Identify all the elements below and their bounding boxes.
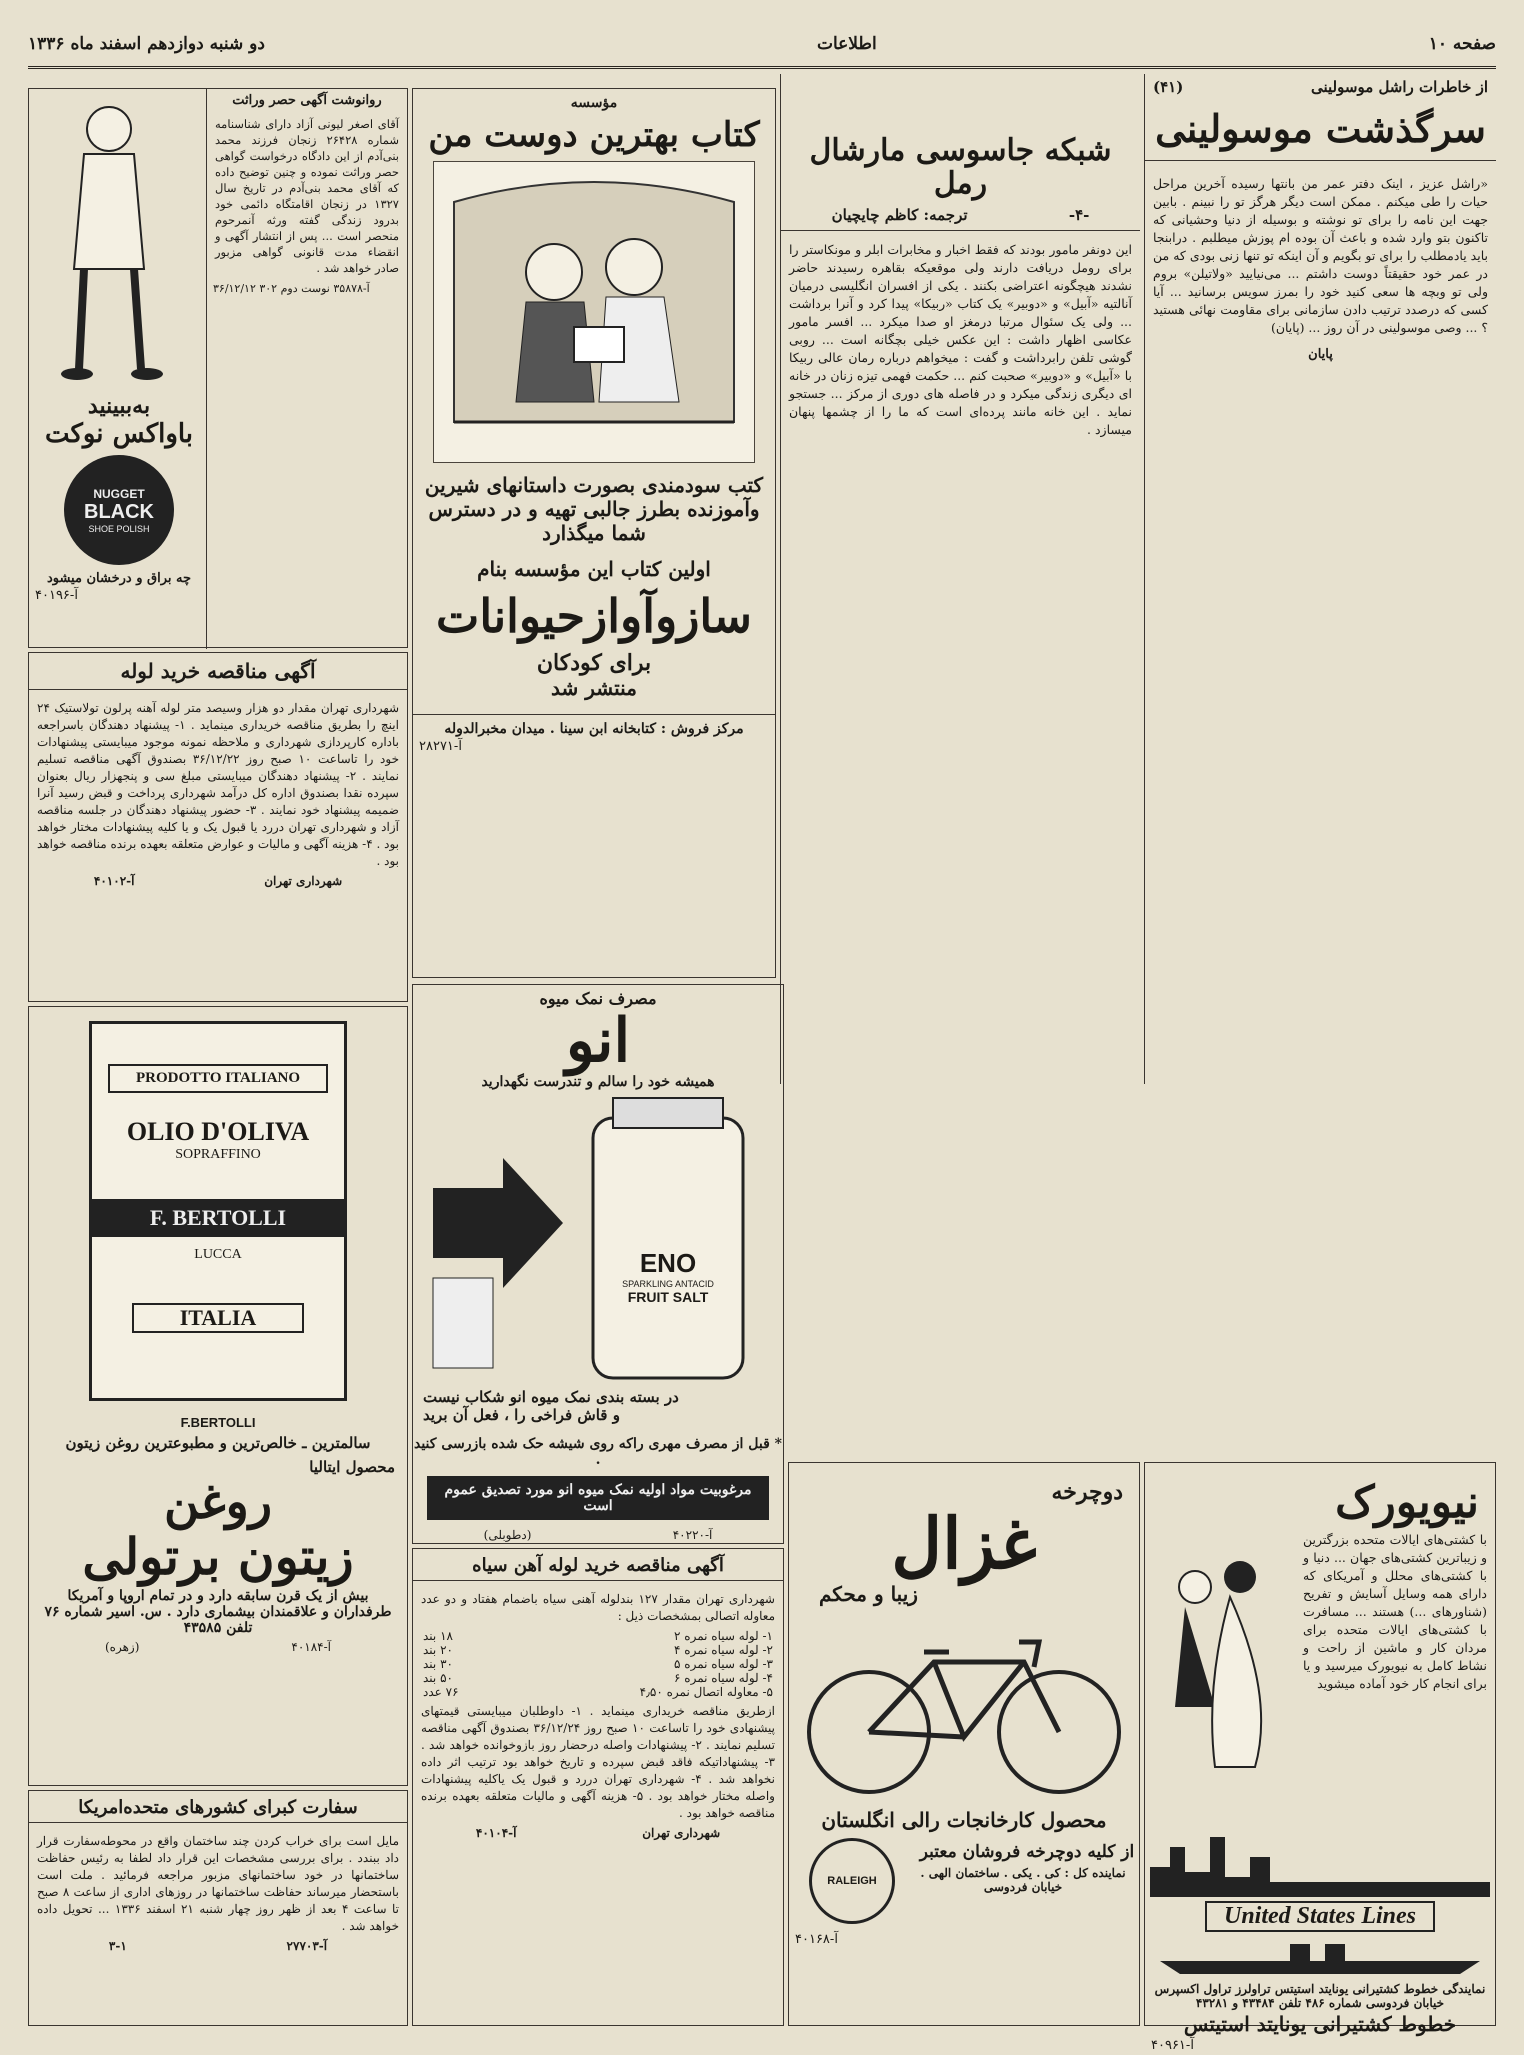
eno-brand: انو (565, 1006, 631, 1076)
nugget-code: آ-۴۰۱۹۶ (35, 588, 78, 603)
embassy-notice (28, 1790, 408, 2026)
blackpipe-item: ۳- لوله سیاه نمره ۵ (674, 1657, 773, 1671)
blackpipe-code: آ-۴۰۱۰۴ (475, 1826, 517, 1840)
book-published: منتشر شد (551, 675, 637, 700)
blackpipe-qty: ۲۰ بند (423, 1643, 453, 1657)
mussolini-article (1144, 74, 1496, 1084)
ghazal-brand: غزال (891, 1502, 1037, 1585)
probate-dates: ۳۶/۱۲/۱۲ ۳۰۲ آ-۳۵۸۷۸ نوست دوم (213, 282, 370, 295)
eno-slogan: همیشه خود را سالم و تندرست نگهدارید (481, 1074, 715, 1090)
blackpipe-sign: شهرداری تهران (642, 1826, 721, 1840)
paper-name: اطلاعات (816, 34, 877, 54)
bertolli-caption: F.BERTOLLI (180, 1415, 256, 1430)
blackpipe-item: ۵- معاوله اتصال نمره ۴٫۵۰ (639, 1685, 773, 1699)
eno-top: مصرف نمک میوه (539, 989, 657, 1008)
eno-tag1: در بسته بندی نمک میوه انو شکاب نیست (423, 1388, 679, 1406)
children-reading-drawing (434, 162, 754, 462)
eno-note: * قبل از مصرف مهری راکه روی شیشه حک شده بازرسی کنید . (413, 1436, 782, 1468)
eno-label-brand: ENO (639, 1248, 697, 1278)
bookstore-line2: وآموزنده بطرز جالبی تهیه و در دسترس (428, 497, 760, 521)
embassy-body: مایل است برای خراب کردن چند ساختمان واقع در محوطه‌سفارت قرار داد ببندد . برای بررسی مشخصات این قرار داد لطفا به رئیس حفاظت ساختمانها در خود ساختمانهای مزبور مراجعه فرمائید . ملت است باستحضار میرساند حفاظت ساختمانها در روزهای اداری از ساعت ۸ صبح تا ساعت ۴ بعد از ظهر روز چهار شنبه ۲۱ اسفند ۱۳۳۶ ... تحویل داده خواهد شد . (37, 1834, 400, 1933)
bertolli-sub: سالمترین ـ خالص‌ترین و مطبوعترین روغن زیتون (65, 1434, 371, 1452)
eno-tag2: و قاش فراخی را ، فعل آن برید (423, 1406, 620, 1424)
raleigh-badge: RALEIGH (809, 1838, 895, 1924)
ghazal-shops: از کلیه دوچرخه فروشان معتبر (919, 1842, 1135, 1862)
man-figure-drawing (29, 89, 209, 389)
bertolli-info: بیش از یک قرن سابقه دارد و در تمام اروپا و آمریکا طرفداران و علاقمندان بیشماری دارد . س. اسیر شماره ۷۶ تلفن ۴۳۵۸۵ (44, 1587, 392, 1636)
usl-logo: United States Lines (1205, 1901, 1435, 1932)
blackpipe-qty: ۱۸ بند (423, 1629, 453, 1643)
blackpipe-body: ازطریق مناقصه خریداری مینماید . ۱- داوطلبان میبایستی قیمتهای پیشنهادی خود را تاساعت ۱۰ صبح روز ۳۶/۱۲/۲۴ بصندوق آگهی مناقصه تسلیم نمایند . ۲- پیشنهادات واصله درحضار روز بازوخوانده خواهد شد . ۳- پیشنهاداتیکه فاقد قبض سپرده و تاریخ خواهد بود ترتیب اثر داده نخواهد شد . ۴- شهرداری تهران دررد و قبول یک یاکلیه پیشنهادات واصله مختار خواهد بود . ۵- هزینه آگهی و مالیات متعلقه بعهده برنده مناقصه خواهد بود . (421, 1704, 776, 1820)
pipe-tender-sign: شهرداری تهران (264, 874, 343, 888)
spy-translator: ترجمه: کاظم چایچیان (831, 206, 968, 224)
pipe-tender-title: آگهی مناقصه خرید لوله (29, 659, 407, 690)
usl-tagline: خطوط کشتیرانی یونایتد استیتس (1183, 2012, 1457, 2037)
blackpipe-item: ۲- لوله سیاه نمره ۴ (674, 1643, 773, 1657)
eno-band: مرغوبیت مواد اولیه نمک میوه انو مورد تصدیق عموم است (427, 1476, 769, 1520)
spy-part: -۴- (1068, 206, 1090, 224)
pipe-tender-code: آ-۴۰۱۰۲ (93, 874, 135, 888)
book-audience: برای کودکان (536, 649, 652, 676)
ship-drawing (1150, 1936, 1490, 1976)
eno-arrow-and-bottle (423, 1098, 783, 1388)
blackpipe-intro: شهرداری تهران مقدار ۱۲۷ بندلوله آهنی سیاه باضمام هفتاد و دو عدد معاوله اتصالی بمشخصات ذیل : (421, 1592, 775, 1623)
usl-agent: نمایندگی خطوط کشتیرانی یونایتد استیتس تراولرز تراول اکسپرس خیابان فردوسی شماره ۴۸۶ تلفن ۴۳۴۸۴ و ۴۳۲۸۱ (1154, 1982, 1486, 2011)
eno-label-sub: SPARKLING ANTACID (622, 1279, 714, 1289)
probate-notice (206, 89, 407, 649)
blackpipe-row (413, 1671, 783, 1685)
spy-title: شبکه جاسوسی مارشال رمل (809, 133, 1112, 201)
ghazal-ad (788, 1462, 1140, 2026)
blackpipe-row (413, 1685, 783, 1699)
bertolli-brand1: روغن (164, 1474, 272, 1530)
usl-text: با کشتی‌های ایالات متحده‌ بزرگترین و زیباترین کشتی‌های جهان ... دنیا و با کشتی‌های محلل و آمریکای که دارای همه‌ وسایل آسایش و تفریح (شناورهای ...) هستند ... مسافرت با کشتی‌های ایالات متحده برای مردان کار و ماشین‌ از راحت و نشاط کامل به نیویورک میرسید و یا برای انجام کار خود آماده میشوید (1303, 1532, 1487, 1692)
olive-oil-tin (89, 1021, 347, 1401)
article-kicker: از خاطرات راشل موسولینی (1311, 78, 1488, 96)
pipe-tender-body: شهرداری تهران مقدار دو هزار وسیصد متر لوله آهنه پرلون تولاستیک ۲۴ اینچ را بطریق مناقصه خریداری مینماید . ۱- پیشنهاد دهندگان باسراجعه باداره کارپردازی شهرداری و ملاحظه نمونه موجود میبایستی پیشنهادات خود را تاساعت ۱۰ صبح روز ۳۶/۱۲/۲۲ بصندوق آگهی مناقصه تسلیم نمایند . ۲- پیشنهاد دهندگان میبایستی مبلغ سی و پنجهزار ریال بعنوان سپرده نقدا بصندوق اداره کل درآمد شهرداری پرداخت و قبض رسید آنرا ضمیمه پیشنهاد خود نمایند . ۳- حضور پیشنهاد دهندگان در جلسه مناقصه آزاد و شهرداری تهران دررد یا قبول یک و یا کلیه پیشنهادات مختار خواهد بود . ۴- هزینه آگهی و مالیات و عوارض متعلقه بعهده برنده مناقصه خواهد بود . (37, 701, 400, 868)
bookstore-line3: شما میگذارد (542, 521, 646, 545)
usl-code: آ-۴۰۹۶۱ (1151, 2038, 1194, 2054)
eno-label-salt: FRUIT SALT (627, 1289, 709, 1305)
blackpipe-qty: ۵۰ بند (423, 1671, 453, 1685)
spy-article (780, 74, 1140, 1084)
blackpipe-item: ۱- لوله سیاه نمره ۲ (674, 1629, 773, 1643)
ghazal-dist: نماینده کل : کی . یکی . ساختمان الهی . خیابان فردوسی (920, 1866, 1126, 1894)
issue-date: دو شنبه دوازدهم اسفند ماه ۱۳۳۶ (28, 34, 265, 54)
article-end: پایان (1308, 346, 1333, 362)
embassy-code2: ۳-۱ (108, 1939, 127, 1953)
skyline-drawing (1150, 1827, 1490, 1897)
bertolli-code: آ-۴۰۱۸۴ (291, 1639, 332, 1654)
ghazal-sub2: زیبا و محکم (819, 1582, 918, 1606)
ghazal-code: آ-۴۰۱۶۸ (795, 1932, 838, 1947)
embassy-title: سفارت کبرای کشورهای متحده‌امریکا (29, 1797, 407, 1823)
masthead (28, 22, 1496, 69)
tin-lucca: LUCCA (194, 1247, 242, 1262)
article-title: سرگذشت موسولینی (1145, 108, 1496, 161)
article-number: (۴۱) (1153, 78, 1184, 96)
newspaper-page (28, 22, 1496, 2054)
tin-color: BLACK (84, 500, 154, 523)
article-body: «راشل عزیز ، اینک دفتر عمر من بانتها رسیده آخرین مراحل حیات را طی میکنم . ممکن است دیگر هرگز تو را نبینم . بابین جهت این نامه را برای تو نوشته و بوسیله از دنیا وحشیانی که تاکنون بتو وارد شده و باعث آن بوده ام پوزش میطلبم . درابنجا باید یادمطلب را برای تو بگویم و آن اینکه تو تنها زنی بودی که من در عمر خود حقیقتاً دوست داشتم ... می‌نیایید «ولاتیلن» بروم ولی تو وبچه ها سعی کنید خود را بمرز سویس برسانید ... آیا کسی که درصدد ترتیب دادن سازمانی برای مقاومت نهائی هستید ؟ ... وصی موسولینی در آن روز ... (پایان) (1153, 175, 1488, 335)
bookstore-ad (412, 88, 776, 978)
ghazal-maker: محصول کارخانجات رالی انگلستان (821, 1808, 1107, 1832)
pipe-tender (28, 652, 408, 1002)
dancing-couple-drawing (1145, 1527, 1295, 1827)
tin-sopraffino: SOPRAFFINO (175, 1147, 261, 1162)
bookstore-code: آ-۲۸۲۷۱ (419, 738, 462, 754)
ghazal-sub1: دوچرخه (1051, 1479, 1123, 1505)
blackpipe-qty: ۳۰ بند (423, 1657, 453, 1671)
bookstore-slogan: کتاب بهترین دوست من (428, 115, 760, 155)
eno-code: آ-۴۰۲۲۰ (672, 1528, 713, 1542)
bertolli-brand2: زیتون برتولی (82, 1526, 354, 1586)
bertolli-origin: محصول ایتالیا (309, 1458, 395, 1476)
tin-type: SHOE POLISH (88, 523, 150, 534)
blackpipe-row (413, 1657, 783, 1671)
nugget-ad (29, 89, 209, 649)
blackpipe-title: آگهی مناقصه خرید لوله آهن سیاه (413, 1555, 783, 1581)
blackpipe-rows (413, 1629, 783, 1699)
bookstore-org: مؤسسه (570, 95, 618, 111)
tin-olive-oil: OLIO D'OLIVA (126, 1117, 310, 1146)
nugget-shine: چه براق و درخشان میشود (46, 571, 192, 586)
bicycle-drawing (794, 1612, 1134, 1802)
bookstore-line1: کتب سودمندی بصورت داستانهای شیرین (424, 473, 764, 497)
bookstore-center: مرکز فروش : کتابخانه ابن سینا . میدان مخبرالدوله (413, 714, 775, 737)
tin-italian-product: PRODOTTO ITALIANO (108, 1064, 328, 1093)
nugget-see: به‌ببینید (87, 393, 151, 419)
bookstore-line4: اولین کتاب این مؤسسه بنام (477, 557, 711, 581)
tin-italia: ITALIA (132, 1303, 304, 1333)
bertolli-code2: (زهره) (105, 1639, 140, 1654)
nugget-tin (64, 455, 174, 565)
blackpipe-item: ۴- لوله سیاه نمره ۶ (674, 1671, 773, 1685)
usl-ad (1144, 1462, 1496, 2054)
tin-brand: NUGGET (93, 486, 145, 501)
blackpipe-tender (412, 1548, 784, 2026)
nugget-brand: باواکس نوکت (44, 419, 194, 449)
bertolli-ad (28, 1006, 408, 1786)
page-number: صفحه ۱۰ (1428, 34, 1496, 54)
probate-title: روانوشت آگهی حصر وراثت (232, 93, 382, 108)
blackpipe-row (413, 1643, 783, 1657)
book-title: سازوآوازحیوانات (436, 589, 752, 643)
usl-brand: نیویورک (1335, 1477, 1479, 1528)
embassy-code: آ-۲۷۷۰۳ (286, 1939, 328, 1953)
eno-illustration (413, 1098, 783, 1388)
tin-bertolli: F. BERTOLLI (92, 1199, 344, 1237)
blackpipe-row (413, 1629, 783, 1643)
probate-body: آقای اصغر لیونی آزاد دارای شناسنامه شماره ۲۶۴۲۸ زنجان فرزند محمد بنی‌آدم از این دادگاه درخواست گواهی حصر وراثت نموده و چنین توضیح داده که آقای محمد بنی‌آدم در تاریخ سال ۱۳۲۷ در زنجان اقامتگاه دائمی خود بدرود زندگی گفته ورثه آنمرحوم منحصر است ... پس از انتشار آگهی و انقضاء مدت قانونی گواهی مزبور صادر خواهد شد . (215, 117, 399, 275)
eno-ad (412, 984, 784, 1544)
shoepolish-ad (28, 88, 408, 648)
spy-body: این دونفر مامور بودند که فقط اخبار و مخابرات ابلر و مونکاستر را برای رومل دریافت دارند ولی موقعیکه بقاهره رسیدند حاضر نشدند هیچگونه اعتراضی بکنند . یکی از افسران انگلیسی درمیان آنالتیه «آبیل» و «دوبیر» یک کتاب «ربیکا» پیدا کرد و آنرا برداشت ... ولی یک سئوال مرتبا درمغز او صدا میکرد ... افسر مامور عکاسی اظهار داشت : این عکس خیلی بچگانه است ... روبی گوشی تلفن رابرداشت و گفت : میخواهم درباره رمان عالی ربیکا با «آبیل» و «دوبیر» صحبت کنم ... حکمت فهمی تیزه زنان در خانه ای دیگری زندگی میکرد و در فاصله های دوری از مرکز ... جستجو نماید . این خانه مانند پرده‌ای است که ما را از چشمها پنهان میسازد . (789, 242, 1132, 437)
children-reading-illustration (433, 161, 755, 463)
eno-code2: (دطوبلی) (483, 1528, 532, 1542)
blackpipe-qty: ۷۶ عدد (423, 1685, 459, 1699)
